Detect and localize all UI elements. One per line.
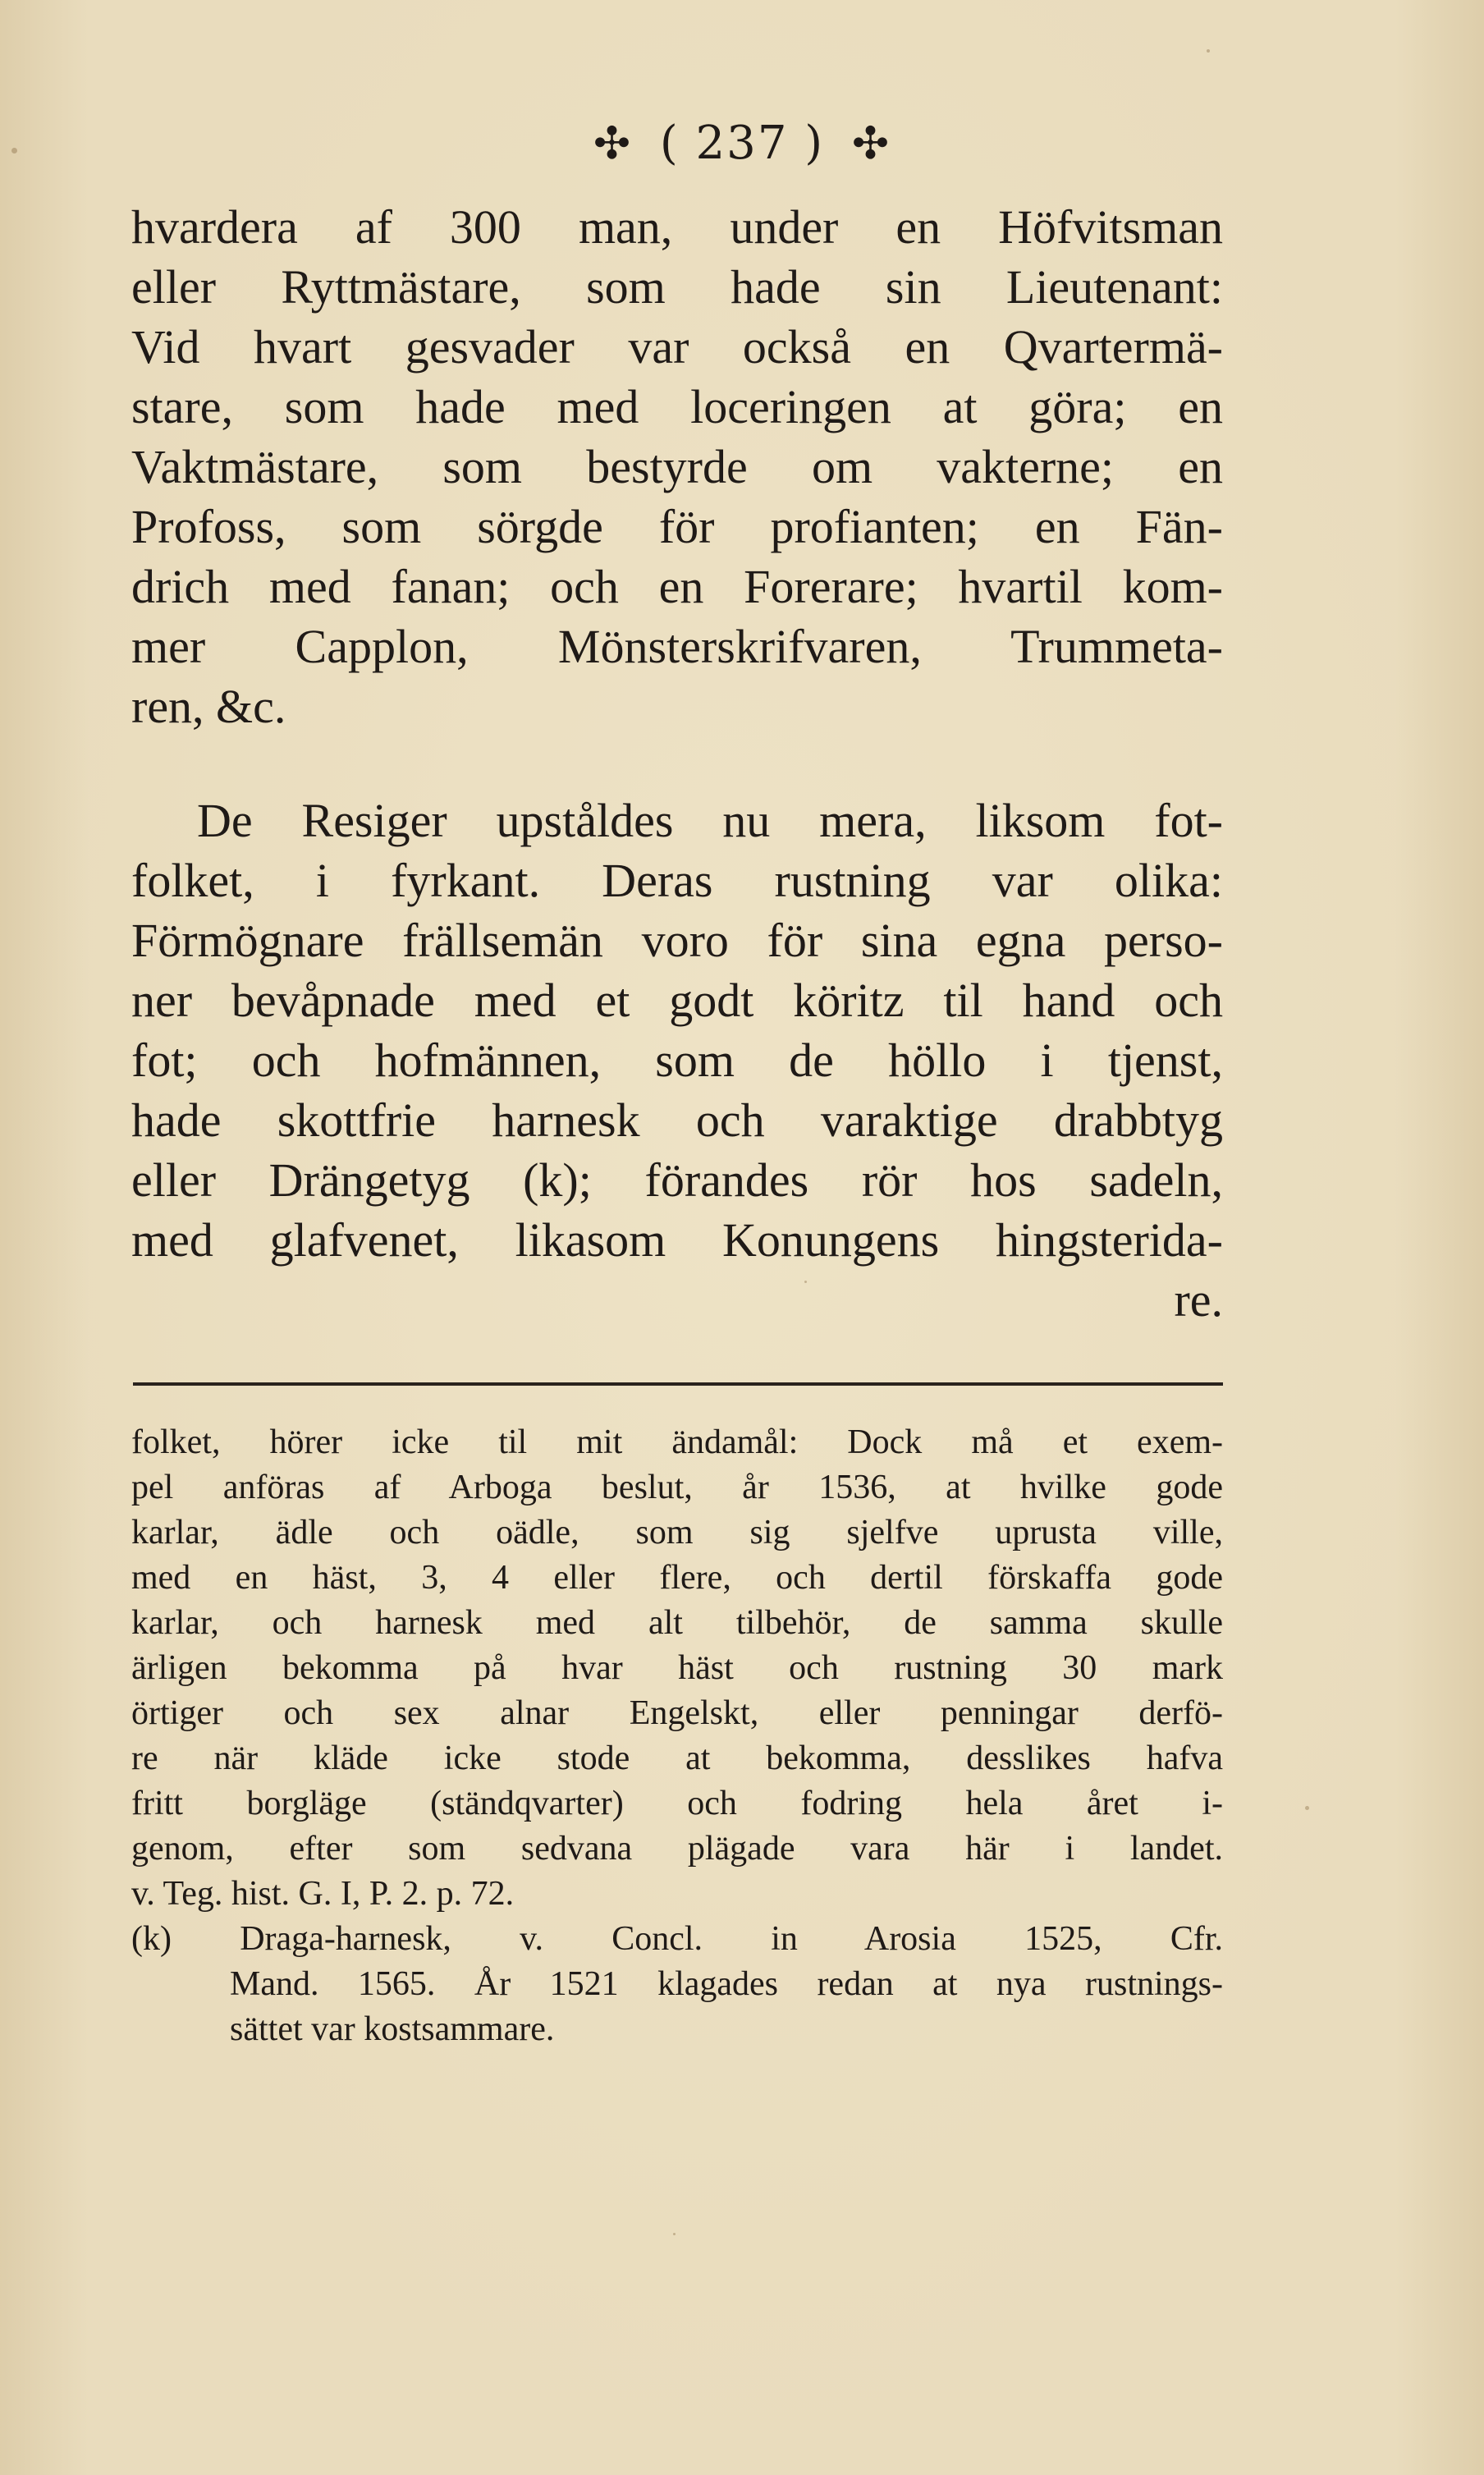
- text-line: Profoss, som sörgde för profianten; en Fän-: [131, 500, 1223, 553]
- text-line: Vaktmästare, som bestyrde om vakterne; en: [131, 440, 1223, 493]
- footnote-line: v. Teg. hist. G. I, P. 2. p. 72.: [131, 1875, 515, 1913]
- text-line: De Resiger upståldes nu mera, liksom fot-: [197, 794, 1223, 847]
- footnote-line: karlar, och harnesk med alt tilbehör, de samma skulle: [131, 1604, 1223, 1642]
- text-line: ner bevåpnade med et godt köritz til hand och: [131, 974, 1223, 1027]
- footnote-line: karlar, ädle och oädle, som sig sjelfve uprusta ville,: [131, 1514, 1223, 1551]
- footnote-line: (k) Draga-harnesk, v. Concl. in Arosia 1525, Cfr.: [131, 1920, 1223, 1958]
- paper-speck: [1207, 49, 1210, 53]
- footnote-line: ärligen bekomma på hvar häst och rustning 30 mark: [131, 1649, 1223, 1687]
- footnote-line: fritt borgläge (ständqvarter) och fodring hela året i-: [131, 1785, 1223, 1822]
- footnote-divider: [133, 1382, 1223, 1386]
- footnote-line: genom, efter som sedvana plägade vara här i landet.: [131, 1830, 1223, 1868]
- text-line: folket, i fyrkant. Deras rustning var olika:: [131, 854, 1223, 907]
- text-line: hvardera af 300 man, under en Höfvitsman: [131, 200, 1223, 254]
- footnote-line: re när kläde icke stode at bekomma, desslikes hafva: [131, 1739, 1223, 1777]
- footnote-line: med en häst, 3, 4 eller flere, och dertil förskaffa gode: [131, 1559, 1223, 1597]
- footnotes: [131, 1420, 1223, 2052]
- text-line: ren, &c.: [131, 680, 286, 733]
- text-line: drich med fanan; och en Forerare; hvartil kom-: [131, 560, 1223, 613]
- ornament-right-icon: ✣: [851, 117, 891, 169]
- footnote-line: folket, hörer icke til mit ändamål: Dock må et exem-: [131, 1423, 1223, 1461]
- ornament-left-icon: ✣: [593, 117, 633, 169]
- text-line: hade skottfrie harnesk och varaktige drabbtyg: [131, 1093, 1223, 1147]
- footnote-line: örtiger och sex alnar Engelskt, eller penningar derfö-: [131, 1694, 1223, 1732]
- footnote-line: Mand. 1565. År 1521 klagades redan at nya rustnings-: [230, 1965, 1223, 2003]
- page-number: ( 237 ): [659, 117, 825, 170]
- text-line: re.: [1174, 1273, 1223, 1327]
- text-line: mer Capplon, Mönsterskrifvaren, Trummeta-: [131, 620, 1223, 673]
- text-line: med glafvenet, likasom Konungens hingsterida-: [131, 1213, 1223, 1267]
- footnote-line: pel anföras af Arboga beslut, år 1536, at hvilke gode: [131, 1469, 1223, 1506]
- text-line: eller Ryttmästare, som hade sin Lieutenant:: [131, 260, 1223, 314]
- text-line: Vid hvart gesvader var också en Qvartermä-: [131, 320, 1223, 374]
- paper-speck: [1305, 1806, 1309, 1810]
- text-line: fot; och hofmännen, som de höllo i tjenst,: [131, 1034, 1223, 1087]
- text-line: Förmögnare frällsemän voro för sina egna perso-: [131, 914, 1223, 967]
- text-line: stare, som hade med loceringen at göra; en: [131, 380, 1223, 433]
- footnote-line: sättet var kostsammare.: [230, 2010, 555, 2048]
- text-line: eller Drängetyg (k); förandes rör hos sadeln,: [131, 1153, 1223, 1207]
- main-text: [131, 197, 1223, 1330]
- page-header: [0, 117, 1484, 170]
- paper-speck: [673, 2233, 676, 2235]
